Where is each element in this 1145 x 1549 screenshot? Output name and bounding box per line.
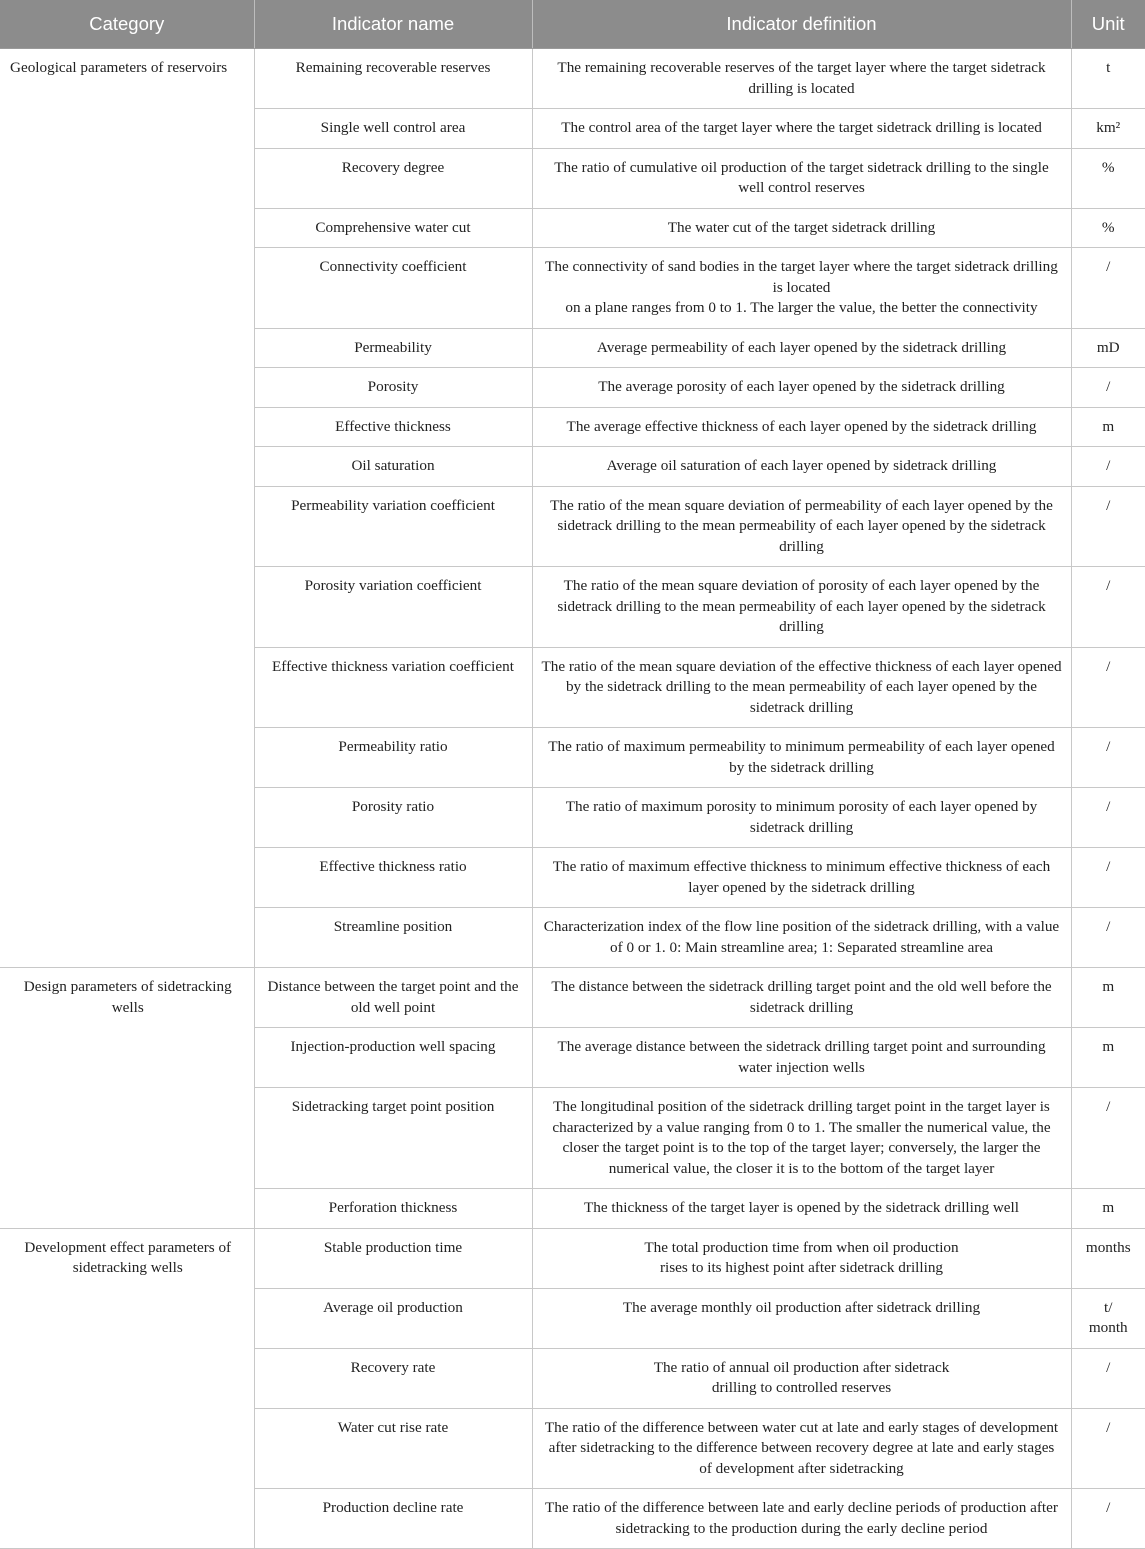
unit-cell: km² [1071,109,1145,149]
indicator-definition-cell: The ratio of the mean square deviation of porosity of each layer opened by the sidetrack drilling to the mean permeability of each layer opened by the sidetrack drilling [532,567,1071,648]
indicator-definition-cell: The water cut of the target sidetrack drilling [532,208,1071,248]
indicator-name-cell: Stable production time [254,1228,532,1288]
unit-cell: m [1071,407,1145,447]
indicator-name-cell: Comprehensive water cut [254,208,532,248]
indicator-name-cell: Injection-production well spacing [254,1028,532,1088]
indicator-definition-cell: The ratio of cumulative oil production of the target sidetrack drilling to the single well control reserves [532,148,1071,208]
header-indicator-definition: Indicator definition [532,0,1071,49]
indicator-definition-cell: The ratio of maximum permeability to minimum permeability of each layer opened by the sidetrack drilling [532,728,1071,788]
indicator-name-cell: Effective thickness variation coefficient [254,647,532,728]
indicator-name-cell: Porosity variation coefficient [254,567,532,648]
unit-cell: / [1071,788,1145,848]
indicator-definition-cell: The ratio of maximum porosity to minimum porosity of each layer opened by sidetrack drilling [532,788,1071,848]
indicator-name-cell: Sidetracking target point position [254,1088,532,1189]
unit-cell: months [1071,1228,1145,1288]
indicator-name-cell: Recovery rate [254,1348,532,1408]
unit-cell: / [1071,1408,1145,1489]
header-row [0,0,1145,49]
header-unit: Unit [1071,0,1145,49]
unit-cell: m [1071,1189,1145,1229]
unit-cell: / [1071,728,1145,788]
indicator-name-cell: Effective thickness ratio [254,848,532,908]
indicator-definition-cell: Average oil saturation of each layer opened by sidetrack drilling [532,447,1071,487]
indicator-name-cell: Permeability ratio [254,728,532,788]
table-row [0,1228,1145,1288]
indicator-name-cell: Oil saturation [254,447,532,487]
indicator-definition-cell: The remaining recoverable reserves of the target layer where the target sidetrack drilling is located [532,49,1071,109]
indicator-definition-cell: The total production time from when oil production rises to its highest point after sidetrack drilling [532,1228,1071,1288]
unit-cell: m [1071,968,1145,1028]
category-cell [0,49,254,968]
indicator-definition-cell: The distance between the sidetrack drilling target point and the old well before the sidetrack drilling [532,968,1071,1028]
table-row [0,968,1145,1028]
table-row [0,49,1145,109]
indicator-definition-cell: The longitudinal position of the sidetrack drilling target point in the target layer is characterized by a value ranging from 0 to 1. The smaller the numerical value, the closer the target point is to the top of the target layer; conversely, the larger the numerical value, the closer it is to the bottom of the target layer [532,1088,1071,1189]
indicator-name-cell: Porosity [254,368,532,408]
category-cell [0,968,254,1229]
unit-cell: t/ month [1071,1288,1145,1348]
indicator-definition-cell: The ratio of the mean square deviation of permeability of each layer opened by the sidetrack drilling to the mean permeability of each layer opened by the sidetrack drilling [532,486,1071,567]
unit-cell: / [1071,1348,1145,1408]
unit-cell: / [1071,567,1145,648]
unit-cell: / [1071,848,1145,908]
header-indicator-name: Indicator name [254,0,532,49]
indicator-definition-cell: The ratio of maximum effective thickness to minimum effective thickness of each layer opened by the sidetrack drilling [532,848,1071,908]
indicator-name-cell: Streamline position [254,908,532,968]
unit-cell: % [1071,208,1145,248]
indicator-definition-cell: Average permeability of each layer opened by the sidetrack drilling [532,328,1071,368]
unit-cell: / [1071,1489,1145,1549]
indicator-definition-cell: The connectivity of sand bodies in the target layer where the target sidetrack drilling is located on a plane ranges from 0 to 1. The larger the value, the better the connectivity [532,248,1071,329]
indicator-definition-cell: The ratio of the mean square deviation of the effective thickness of each layer opened by the sidetrack drilling to the mean permeability of each layer opened by the sidetrack drilling [532,647,1071,728]
indicator-name-cell: Recovery degree [254,148,532,208]
unit-cell: t [1071,49,1145,109]
table-body [0,49,1145,1549]
unit-cell: mD [1071,328,1145,368]
category-label: Development effect parameters of sidetracking wells [24,1238,232,1276]
indicator-name-cell: Effective thickness [254,407,532,447]
unit-cell: / [1071,647,1145,728]
unit-cell: / [1071,447,1145,487]
indicator-name-cell: Perforation thickness [254,1189,532,1229]
indicator-definition-cell: The average distance between the sidetrack drilling target point and surrounding water injection wells [532,1028,1071,1088]
indicator-name-cell: Production decline rate [254,1489,532,1549]
indicator-name-cell: Permeability variation coefficient [254,486,532,567]
unit-cell: % [1071,148,1145,208]
indicator-definition-cell: The ratio of annual oil production after sidetrack drilling to controlled reserves [532,1348,1071,1408]
unit-cell: / [1071,248,1145,329]
unit-cell: / [1071,1088,1145,1189]
indicator-name-cell: Water cut rise rate [254,1408,532,1489]
indicator-name-cell: Single well control area [254,109,532,149]
indicator-name-cell: Porosity ratio [254,788,532,848]
indicator-definition-cell: Characterization index of the flow line position of the sidetrack drilling, with a value of 0 or 1. 0: Main streamline area; 1: Separated streamline area [532,908,1071,968]
unit-cell: / [1071,368,1145,408]
indicator-definition-cell: The ratio of the difference between late and early decline periods of production after sidetracking to the production during the early decline period [532,1489,1071,1549]
indicator-name-cell: Remaining recoverable reserves [254,49,532,109]
indicator-definition-cell: The control area of the target layer where the target sidetrack drilling is located [532,109,1071,149]
indicator-name-cell: Average oil production [254,1288,532,1348]
indicator-name-cell: Permeability [254,328,532,368]
category-label: Design parameters of sidetracking wells [23,978,232,1016]
category-label: Geological parameters of reservoirs [10,59,228,76]
unit-cell: / [1071,486,1145,567]
indicator-definition-cell: The average effective thickness of each layer opened by the sidetrack drilling [532,407,1071,447]
indicator-definition-cell: The thickness of the target layer is opened by the sidetrack drilling well [532,1189,1071,1229]
indicator-name-cell: Distance between the target point and the old well point [254,968,532,1028]
indicator-definition-cell: The average porosity of each layer opened by the sidetrack drilling [532,368,1071,408]
unit-cell: m [1071,1028,1145,1088]
indicator-name-cell: Connectivity coefficient [254,248,532,329]
category-cell [0,1228,254,1549]
unit-cell: / [1071,908,1145,968]
indicator-definition-cell: The ratio of the difference between water cut at late and early stages of development after sidetracking to the difference between recovery degree at late and early stages of development after sidetracking [532,1408,1071,1489]
header-category: Category [0,0,254,49]
indicator-definition-cell: The average monthly oil production after sidetrack drilling [532,1288,1071,1348]
